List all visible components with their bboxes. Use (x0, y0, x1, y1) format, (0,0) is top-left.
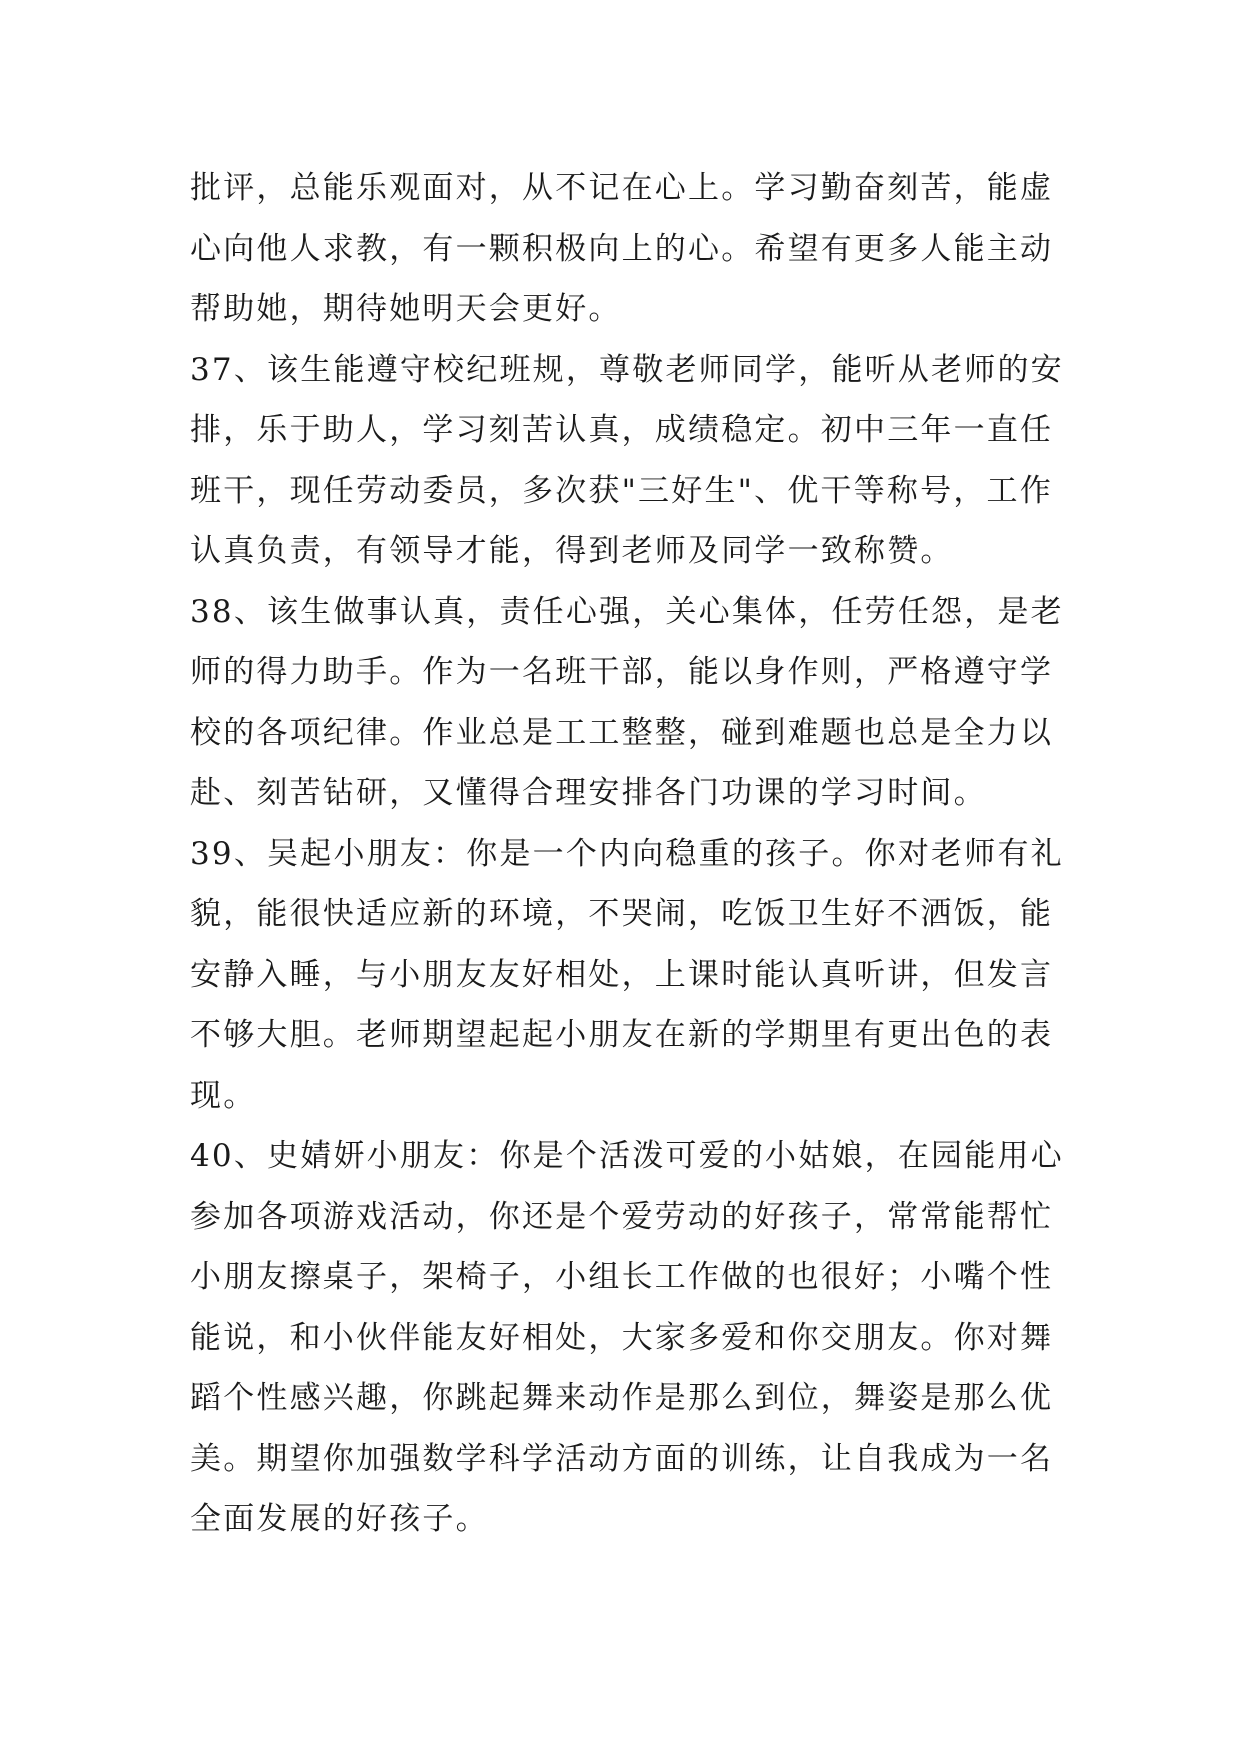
text-line: 全面发展的好孩子。 (190, 1501, 489, 1537)
document-body (190, 158, 1064, 1550)
text-line: 批评，总能乐观面对，从不记在心上。学习勤奋刻苦，能虚 (190, 170, 1054, 206)
text-line: 参加各项游戏活动，你还是个爱劳动的好孩子，常常能帮忙 (190, 1198, 1054, 1235)
text-line: 赴、刻苦钻研，又懂得合理安排各门功课的学习时间。 (190, 775, 987, 811)
text-line: 师的得力助手。作为一名班干部，能以身作则，严格遵守学 (190, 654, 1054, 690)
text-line: 39、吴起小朋友：你是一个内向稳重的孩子。你对老师有礼 (190, 835, 1064, 872)
text-line: 蹈个性感兴趣，你跳起舞来动作是那么到位，舞姿是那么优 (190, 1380, 1054, 1416)
text-line: 校的各项纪律。作业总是工工整整，碰到难题也总是全力以 (190, 714, 1054, 751)
text-line: 心向他人求教，有一颗积极向上的心。希望有更多人能主动 (190, 230, 1054, 267)
text-line: 不够大胆。老师期望起起小朋友在新的学期里有更出色的表 (190, 1017, 1054, 1053)
text-line: 安静入睡，与小朋友友好相处，上课时能认真听讲，但发言 (190, 956, 1054, 993)
text-line: 帮助她，期待她明天会更好。 (190, 291, 622, 327)
text-line: 认真负责，有领导才能，得到老师及同学一致称赞。 (190, 533, 954, 569)
text-line: 排，乐于助人，学习刻苦认真，成绩稳定。初中三年一直任 (190, 412, 1054, 448)
text-line: 貌，能很快适应新的环境，不哭闹，吃饭卫生好不洒饭，能 (190, 896, 1054, 932)
text-line: 37、该生能遵守校纪班规，尊敬老师同学，能听从老师的安 (190, 351, 1064, 388)
text-line: 小朋友擦桌子，架椅子，小组长工作做的也很好；小嘴个性 (190, 1259, 1054, 1295)
text-line: 38、该生做事认真，责任心强，关心集体，任劳任怨，是老 (190, 593, 1064, 630)
text-line: 美。期望你加强数学科学活动方面的训练，让自我成为一名 (190, 1440, 1054, 1477)
text-line: 现。 (190, 1077, 257, 1114)
text-line: 班干，现任劳动委员，多次获"三好生"、优干等称号，工作 (190, 472, 1053, 509)
text-line: 能说，和小伙伴能友好相处，大家多爱和你交朋友。你对舞 (190, 1319, 1054, 1356)
text-line: 40、史婧妍小朋友：你是个活泼可爱的小姑娘，在园能用心 (190, 1138, 1064, 1174)
